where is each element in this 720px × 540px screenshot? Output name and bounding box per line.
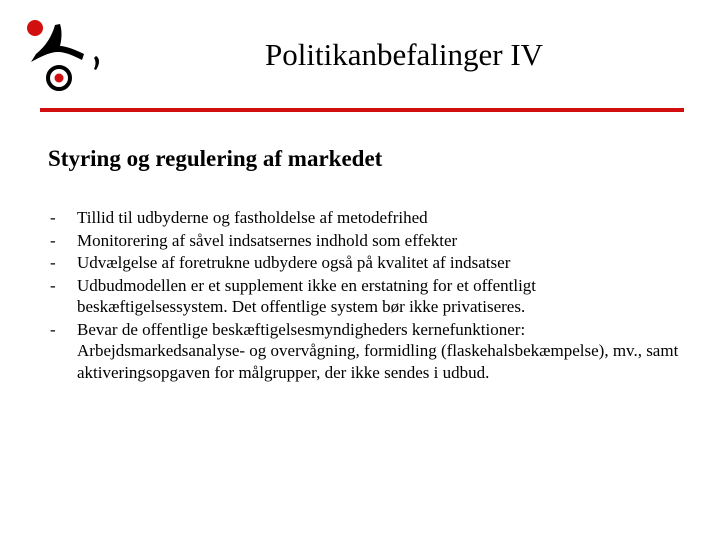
logo-comma-mark [94, 56, 99, 70]
section-heading: Styring og regulering af markedet [48, 146, 383, 171]
bullet-marker: - [50, 208, 56, 227]
logo-target-inner [55, 74, 64, 83]
title-divider [40, 108, 684, 112]
bullet-item [50, 319, 690, 384]
bullet-marker: - [50, 230, 56, 250]
bullet-marker: - [50, 275, 56, 295]
organization-logo-icon [22, 16, 104, 100]
bullet-text: Udvælgelse af foretrukne udbydere også på kvalitet af indsatser [77, 253, 511, 272]
bullet-item [50, 252, 690, 274]
bullet-list [50, 207, 690, 384]
bullet-text: Tillid til udbyderne og fastholdelse af metodefrihed [77, 208, 428, 227]
bullet-text: Monitorering af såvel indsatsernes indhold som effekter [77, 230, 458, 250]
bullet-text: Udbudmodellen er et supplement ikke en erstatning for et offentligt beskæftigelsessystem. Det offentlige system bør ikke privatiseres. [77, 275, 537, 316]
bullet-text: Bevar de offentlige beskæftigelsesmyndigheders kernefunktioner: Arbejdsmarkedsanalyse- og overvågning, formidling (flaskehalsbekæmpelse), mv., samt aktiveringsopgaven for målgrupper, der ikke sendes i udbud. [77, 319, 679, 382]
bullet-marker: - [50, 253, 56, 272]
logo-red-dot [27, 20, 43, 36]
bullet-item [50, 207, 690, 229]
bullet-item [50, 275, 690, 318]
bullet-marker: - [50, 319, 56, 339]
bullet-item [50, 230, 690, 252]
slide-title: Politikanbefalinger IV [265, 37, 544, 72]
